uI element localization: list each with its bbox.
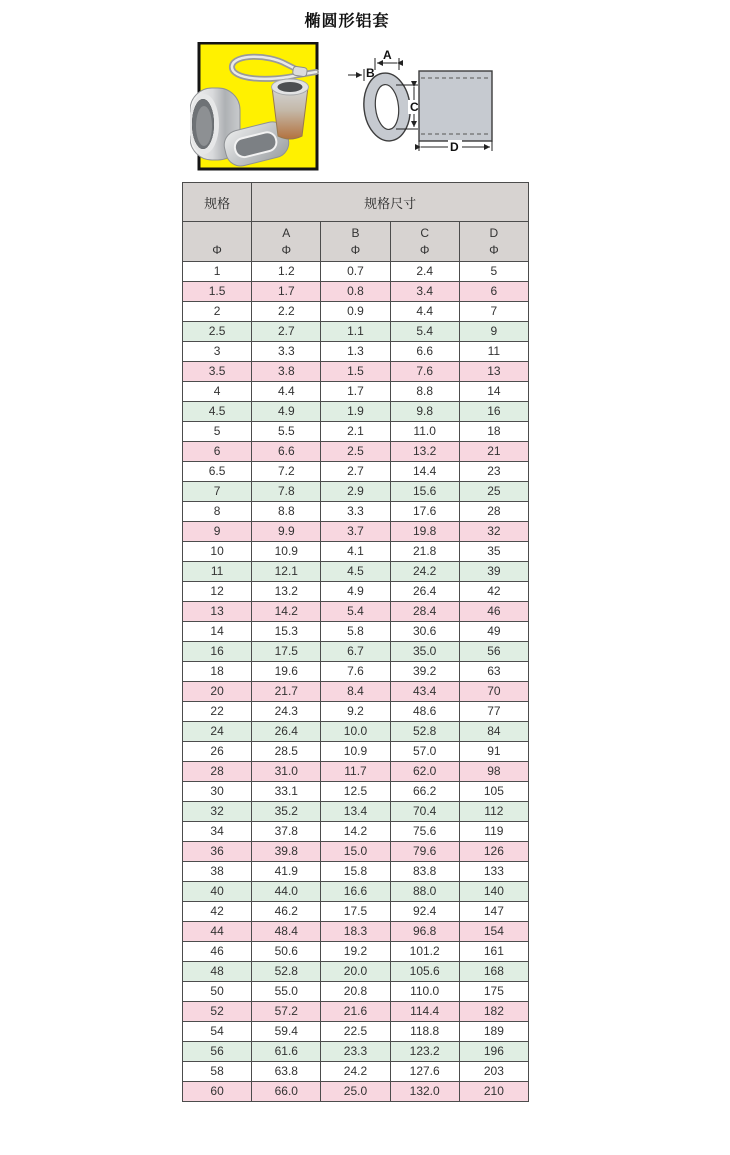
table-cell: 48.4: [252, 922, 321, 942]
table-cell: 8: [183, 502, 252, 522]
table-cell: 77: [459, 702, 528, 722]
table-cell: 133: [459, 862, 528, 882]
table-cell: 123.2: [390, 1042, 459, 1062]
table-cell: 2: [183, 302, 252, 322]
table-cell: 24: [183, 722, 252, 742]
table-row: [183, 322, 529, 342]
oval-cross-section: [361, 71, 414, 143]
table-cell: 5: [459, 262, 528, 282]
table-row: [183, 682, 529, 702]
table-cell: 35.0: [390, 642, 459, 662]
table-cell: 16.6: [321, 882, 390, 902]
table-cell: 57.2: [252, 1002, 321, 1022]
table-row: [183, 502, 529, 522]
spec-diagram: [338, 50, 508, 162]
table-cell: 28.5: [252, 742, 321, 762]
table-cell: 2.5: [183, 322, 252, 342]
table-cell: 61.6: [252, 1042, 321, 1062]
table-cell: 28: [183, 762, 252, 782]
table-cell: 14.4: [390, 462, 459, 482]
table-cell: 46: [459, 602, 528, 622]
table-cell: 11: [183, 562, 252, 582]
table-cell: 91: [459, 742, 528, 762]
table-cell: 7: [183, 482, 252, 502]
header-row-sub: [183, 222, 529, 262]
table-cell: 4.9: [321, 582, 390, 602]
table-cell: 1.3: [321, 342, 390, 362]
table-row: [183, 982, 529, 1002]
spec-table: [182, 182, 529, 1102]
table-cell: 10.9: [321, 742, 390, 762]
table-cell: 7.2: [252, 462, 321, 482]
table-cell: 210: [459, 1082, 528, 1102]
header-row-top: [183, 183, 529, 222]
table-cell: 88.0: [390, 882, 459, 902]
table-cell: 15.8: [321, 862, 390, 882]
table-cell: 4.4: [390, 302, 459, 322]
table-cell: 119: [459, 822, 528, 842]
table-cell: 4.4: [252, 382, 321, 402]
table-cell: 9.8: [390, 402, 459, 422]
header-spec: 规格: [183, 183, 252, 222]
table-cell: 83.8: [390, 862, 459, 882]
spec-table-body: [183, 262, 529, 1102]
table-cell: 16: [459, 402, 528, 422]
table-row: [183, 862, 529, 882]
table-cell: 3: [183, 342, 252, 362]
table-cell: 84: [459, 722, 528, 742]
table-cell: 10: [183, 542, 252, 562]
table-cell: 182: [459, 1002, 528, 1022]
table-cell: 1.9: [321, 402, 390, 422]
table-cell: 19.8: [390, 522, 459, 542]
table-cell: 13: [183, 602, 252, 622]
table-cell: 105.6: [390, 962, 459, 982]
table-cell: 105: [459, 782, 528, 802]
table-cell: 60: [183, 1082, 252, 1102]
table-cell: 24.2: [390, 562, 459, 582]
table-cell: 39.2: [390, 662, 459, 682]
table-cell: 55.0: [252, 982, 321, 1002]
table-cell: 26.4: [390, 582, 459, 602]
table-cell: 24.3: [252, 702, 321, 722]
table-cell: 6.5: [183, 462, 252, 482]
header-letter-c: C: [420, 226, 429, 240]
table-cell: 79.6: [390, 842, 459, 862]
table-cell: 6: [459, 282, 528, 302]
table-row: [183, 722, 529, 742]
table-cell: 38: [183, 862, 252, 882]
table-row: [183, 882, 529, 902]
table-cell: 2.9: [321, 482, 390, 502]
table-cell: 26.4: [252, 722, 321, 742]
table-cell: 56: [183, 1042, 252, 1062]
table-cell: 1.7: [321, 382, 390, 402]
table-cell: 36: [183, 842, 252, 862]
phi-symbol: Φ: [489, 243, 499, 257]
table-cell: 4.1: [321, 542, 390, 562]
table-row: [183, 822, 529, 842]
table-cell: 11.0: [390, 422, 459, 442]
table-cell: 35: [459, 542, 528, 562]
table-row: [183, 302, 529, 322]
table-row: [183, 762, 529, 782]
table-row: [183, 942, 529, 962]
table-row: [183, 1002, 529, 1022]
table-cell: 132.0: [390, 1082, 459, 1102]
table-row: [183, 702, 529, 722]
table-row: [183, 902, 529, 922]
table-cell: 1: [183, 262, 252, 282]
table-row: [183, 362, 529, 382]
table-cell: 0.7: [321, 262, 390, 282]
table-cell: 4.5: [321, 562, 390, 582]
table-cell: 189: [459, 1022, 528, 1042]
table-cell: 1.5: [183, 282, 252, 302]
table-cell: 118.8: [390, 1022, 459, 1042]
table-cell: 19.2: [321, 942, 390, 962]
table-cell: 25.0: [321, 1082, 390, 1102]
table-cell: 46.2: [252, 902, 321, 922]
table-cell: 40: [183, 882, 252, 902]
table-cell: 0.8: [321, 282, 390, 302]
table-cell: 147: [459, 902, 528, 922]
phi-symbol: Φ: [419, 243, 430, 257]
product-photo: [190, 42, 326, 172]
table-cell: 8.4: [321, 682, 390, 702]
table-cell: 30: [183, 782, 252, 802]
table-cell: 8.8: [252, 502, 321, 522]
header-col-a: [252, 222, 321, 262]
header-col-spec: [183, 222, 252, 262]
table-cell: 13.2: [252, 582, 321, 602]
table-cell: 50.6: [252, 942, 321, 962]
table-cell: 22.5: [321, 1022, 390, 1042]
table-cell: 114.4: [390, 1002, 459, 1022]
table-cell: 175: [459, 982, 528, 1002]
table-cell: 41.9: [252, 862, 321, 882]
table-cell: 42: [183, 902, 252, 922]
table-cell: 25: [459, 482, 528, 502]
header-dims: 规格尺寸: [252, 183, 529, 222]
table-row: [183, 522, 529, 542]
table-row: [183, 562, 529, 582]
table-cell: 1.2: [252, 262, 321, 282]
table-cell: 23.3: [321, 1042, 390, 1062]
spec-table-header: [183, 183, 529, 262]
table-cell: 196: [459, 1042, 528, 1062]
table-cell: 18.3: [321, 922, 390, 942]
table-cell: 31.0: [252, 762, 321, 782]
table-cell: 18: [459, 422, 528, 442]
table-row: [183, 482, 529, 502]
table-cell: 2.4: [390, 262, 459, 282]
table-row: [183, 442, 529, 462]
table-row: [183, 842, 529, 862]
table-cell: 11: [459, 342, 528, 362]
table-cell: 12.5: [321, 782, 390, 802]
table-cell: 9: [459, 322, 528, 342]
table-cell: 3.8: [252, 362, 321, 382]
table-cell: 2.2: [252, 302, 321, 322]
table-cell: 43.4: [390, 682, 459, 702]
diagram-label-c: C: [410, 100, 419, 114]
table-cell: 101.2: [390, 942, 459, 962]
table-cell: 126: [459, 842, 528, 862]
table-cell: 21.8: [390, 542, 459, 562]
table-cell: 13.2: [390, 442, 459, 462]
table-cell: 4.5: [183, 402, 252, 422]
table-cell: 112: [459, 802, 528, 822]
table-row: [183, 402, 529, 422]
table-cell: 7.6: [390, 362, 459, 382]
table-cell: 15.6: [390, 482, 459, 502]
table-cell: 1.5: [321, 362, 390, 382]
table-cell: 5.8: [321, 622, 390, 642]
table-cell: 13: [459, 362, 528, 382]
table-cell: 46: [183, 942, 252, 962]
table-cell: 44: [183, 922, 252, 942]
table-cell: 42: [459, 582, 528, 602]
table-cell: 30.6: [390, 622, 459, 642]
table-cell: 4.9: [252, 402, 321, 422]
table-cell: 9.2: [321, 702, 390, 722]
table-cell: 5.4: [321, 602, 390, 622]
table-cell: 3.3: [321, 502, 390, 522]
table-cell: 13.4: [321, 802, 390, 822]
table-row: [183, 642, 529, 662]
table-row: [183, 662, 529, 682]
table-cell: 1.7: [252, 282, 321, 302]
table-cell: 32: [459, 522, 528, 542]
table-cell: 48.6: [390, 702, 459, 722]
table-cell: 9.9: [252, 522, 321, 542]
table-cell: 52.8: [390, 722, 459, 742]
table-cell: 57.0: [390, 742, 459, 762]
table-cell: 14.2: [321, 822, 390, 842]
table-cell: 14: [459, 382, 528, 402]
header-col-c: [390, 222, 459, 262]
table-row: [183, 542, 529, 562]
table-cell: 0.9: [321, 302, 390, 322]
table-cell: 39: [459, 562, 528, 582]
header-col-b: [321, 222, 390, 262]
table-cell: 52: [183, 1002, 252, 1022]
table-cell: 21.7: [252, 682, 321, 702]
table-cell: 23: [459, 462, 528, 482]
diagram-label-a: A: [383, 50, 392, 62]
table-cell: 17.6: [390, 502, 459, 522]
table-cell: 48: [183, 962, 252, 982]
table-cell: 70.4: [390, 802, 459, 822]
table-cell: 33.1: [252, 782, 321, 802]
table-row: [183, 742, 529, 762]
table-cell: 10.9: [252, 542, 321, 562]
product-photo-svg: [190, 42, 326, 172]
table-cell: 3.7: [321, 522, 390, 542]
table-row: [183, 1062, 529, 1082]
phi-symbol: Φ: [281, 243, 292, 257]
table-cell: 12: [183, 582, 252, 602]
table-cell: 7.6: [321, 662, 390, 682]
table-cell: 8.8: [390, 382, 459, 402]
table-cell: 52.8: [252, 962, 321, 982]
table-row: [183, 342, 529, 362]
table-row: [183, 422, 529, 442]
table-cell: 3.3: [252, 342, 321, 362]
table-cell: 62.0: [390, 762, 459, 782]
dimension-a: [375, 50, 399, 70]
table-cell: 70: [459, 682, 528, 702]
table-cell: 16: [183, 642, 252, 662]
table-row: [183, 802, 529, 822]
sleeve-cup: [272, 79, 309, 139]
table-cell: 15.0: [321, 842, 390, 862]
table-cell: 58: [183, 1062, 252, 1082]
table-cell: 32: [183, 802, 252, 822]
table-row: [183, 622, 529, 642]
table-cell: 66.2: [390, 782, 459, 802]
page-title: 椭圆形铝套: [304, 13, 390, 30]
header-spec-blank: [183, 224, 251, 242]
table-cell: 63.8: [252, 1062, 321, 1082]
table-cell: 110.0: [390, 982, 459, 1002]
table-cell: 5.4: [390, 322, 459, 342]
table-cell: 3.5: [183, 362, 252, 382]
header-letter-d: D: [489, 226, 499, 240]
table-cell: 3.4: [390, 282, 459, 302]
table-cell: 203: [459, 1062, 528, 1082]
table-cell: 14.2: [252, 602, 321, 622]
table-cell: 10.0: [321, 722, 390, 742]
table-row: [183, 1042, 529, 1062]
header-letter-a: A: [282, 226, 291, 240]
table-cell: 161: [459, 942, 528, 962]
table-cell: 1.1: [321, 322, 390, 342]
table-cell: 2.5: [321, 442, 390, 462]
table-cell: 2.1: [321, 422, 390, 442]
table-cell: 6.6: [252, 442, 321, 462]
table-cell: 26: [183, 742, 252, 762]
header-letter-b: B: [351, 226, 360, 240]
rope-ferrule: [292, 66, 307, 77]
table-cell: 63: [459, 662, 528, 682]
table-cell: 24.2: [321, 1062, 390, 1082]
table-cell: 66.0: [252, 1082, 321, 1102]
table-cell: 17.5: [252, 642, 321, 662]
side-view-rect: [419, 71, 492, 141]
table-row: [183, 782, 529, 802]
table-cell: 140: [459, 882, 528, 902]
table-row: [183, 1082, 529, 1102]
table-cell: 21: [459, 442, 528, 462]
table-cell: 59.4: [252, 1022, 321, 1042]
table-cell: 2.7: [252, 322, 321, 342]
header-col-d: [459, 222, 528, 262]
table-cell: 18: [183, 662, 252, 682]
table-cell: 50: [183, 982, 252, 1002]
dimension-d: [419, 140, 492, 154]
table-row: [183, 1022, 529, 1042]
table-cell: 7.8: [252, 482, 321, 502]
table-cell: 92.4: [390, 902, 459, 922]
table-cell: 96.8: [390, 922, 459, 942]
table-cell: 15.3: [252, 622, 321, 642]
table-row: [183, 922, 529, 942]
table-cell: 6.6: [390, 342, 459, 362]
table-cell: 34: [183, 822, 252, 842]
phi-symbol: Φ: [212, 243, 222, 257]
table-row: [183, 582, 529, 602]
table-cell: 28.4: [390, 602, 459, 622]
table-row: [183, 282, 529, 302]
table-cell: 6: [183, 442, 252, 462]
table-cell: 37.8: [252, 822, 321, 842]
table-cell: 6.7: [321, 642, 390, 662]
table-cell: 20.8: [321, 982, 390, 1002]
table-row: [183, 602, 529, 622]
table-cell: 75.6: [390, 822, 459, 842]
table-cell: 127.6: [390, 1062, 459, 1082]
table-cell: 98: [459, 762, 528, 782]
table-cell: 35.2: [252, 802, 321, 822]
table-row: [183, 262, 529, 282]
table-cell: 154: [459, 922, 528, 942]
table-cell: 2.7: [321, 462, 390, 482]
table-cell: 11.7: [321, 762, 390, 782]
table-cell: 7: [459, 302, 528, 322]
table-cell: 4: [183, 382, 252, 402]
table-cell: 5: [183, 422, 252, 442]
table-cell: 21.6: [321, 1002, 390, 1022]
table-cell: 5.5: [252, 422, 321, 442]
table-row: [183, 462, 529, 482]
table-cell: 22: [183, 702, 252, 722]
table-cell: 168: [459, 962, 528, 982]
table-cell: 44.0: [252, 882, 321, 902]
diagram-label-d: D: [450, 140, 459, 154]
table-cell: 54: [183, 1022, 252, 1042]
table-row: [183, 382, 529, 402]
phi-symbol: Φ: [350, 243, 361, 257]
table-cell: 14: [183, 622, 252, 642]
table-cell: 56: [459, 642, 528, 662]
table-cell: 20.0: [321, 962, 390, 982]
table-cell: 28: [459, 502, 528, 522]
table-cell: 39.8: [252, 842, 321, 862]
table-cell: 49: [459, 622, 528, 642]
table-cell: 19.6: [252, 662, 321, 682]
table-cell: 12.1: [252, 562, 321, 582]
table-row: [183, 962, 529, 982]
table-cell: 17.5: [321, 902, 390, 922]
table-cell: 20: [183, 682, 252, 702]
spec-diagram-svg: [338, 50, 508, 162]
dimension-b: [348, 66, 375, 81]
diagram-label-b: B: [366, 66, 375, 80]
table-cell: 9: [183, 522, 252, 542]
